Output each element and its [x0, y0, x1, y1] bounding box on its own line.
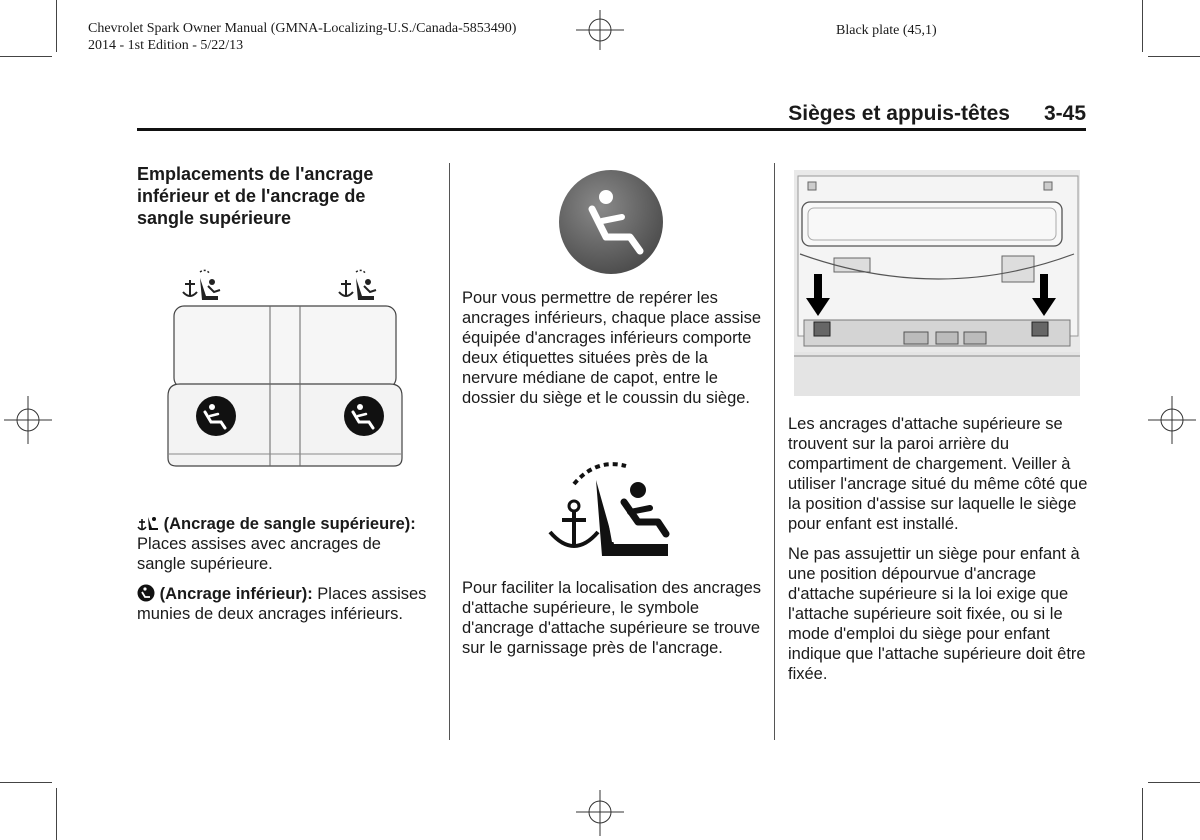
- cargo-wall-anchor-photo: [794, 170, 1080, 396]
- top-tether-label: (Ancrage de sangle supérieure):: [163, 515, 416, 533]
- rear-seat-illustration: [160, 268, 410, 474]
- page-number: 3-45: [1043, 102, 1086, 125]
- crop-mark: [56, 0, 57, 52]
- edition-line: 2014 - 1st Edition - 5/22/13: [88, 38, 244, 53]
- title-rule: [137, 128, 1086, 131]
- column-divider: [449, 163, 450, 740]
- print-header-left: [88, 20, 516, 54]
- lower-anchor-legend-item: [137, 584, 427, 624]
- top-tether-symbol-icon: [183, 270, 220, 300]
- crop-mark: [1148, 56, 1200, 57]
- crop-mark: [56, 788, 57, 840]
- registration-mark-icon: [4, 396, 52, 444]
- crop-mark: [0, 56, 52, 57]
- registration-mark-icon: [1148, 396, 1196, 444]
- top-tether-legend-item: [137, 514, 427, 574]
- crop-mark: [1148, 782, 1200, 783]
- column1-legend: [137, 514, 427, 634]
- registration-mark-icon: [576, 10, 624, 50]
- crop-mark: [0, 782, 52, 783]
- lower-anchor-label-icon: [556, 167, 666, 277]
- lower-anchor-label: (Ancrage inférieur):: [159, 585, 313, 603]
- column3-text: [788, 414, 1088, 694]
- lower-anchor-symbol-icon: [196, 396, 236, 436]
- manual-title-line: Chevrolet Spark Owner Manual (GMNA-Localizing-U.S./Canada-5853490): [88, 21, 517, 36]
- lower-anchor-symbol-icon: [344, 396, 384, 436]
- lower-anchor-small-icon: [137, 584, 155, 602]
- top-tether-description: Places assises avec ancrages de sangle supérieure.: [137, 535, 381, 573]
- crop-mark: [1142, 0, 1143, 52]
- plate-label: Black plate (45,1): [836, 23, 937, 38]
- registration-mark-icon: [576, 790, 624, 836]
- column-divider: [774, 163, 775, 740]
- tether-location-paragraph: Les ancrages d'attache supérieure se trouvent sur la paroi arrière du compartiment de chargement. Veiller à utiliser l'ancrage situé du même côté que la position d'assise sur laquelle le siège pour enfant est installé.: [788, 415, 1088, 533]
- crop-mark: [1142, 788, 1143, 840]
- top-tether-anchor-symbol-icon: [546, 460, 678, 556]
- anchor-locations-heading: Emplacements de l'ancrage inférieur et de l'ancrage de sangle supérieure: [137, 164, 374, 228]
- top-tether-symbol-icon: [339, 270, 376, 300]
- lower-anchor-description: Places assises munies de deux ancrages inférieurs.: [137, 585, 427, 623]
- section-title: Sièges et appuis-têtes: [788, 102, 1010, 125]
- lower-anchor-paragraph: Pour vous permettre de repérer les ancrages inférieurs, chaque place assise équipée d'ancrages inférieurs comporte deux étiquettes situées près de la nervure médiane de capot, entre le dossier du siège et le coussin du siège.: [462, 289, 762, 407]
- top-tether-symbol-paragraph: Pour faciliter la localisation des ancrages d'attache supérieure, le symbole d'ancrage d'attache supérieure se trouve sur le garnissage près de l'ancrage.: [462, 579, 761, 657]
- tether-warning-paragraph: Ne pas assujettir un siège pour enfant à une position dépourvue d'ancrage d'attache supérieure si la loi exige que l'attache supérieure soit fixée, ou si le mode d'emploi du siège pour enfant indique que l'attache supérieure doit être fixée.: [788, 545, 1086, 683]
- top-tether-small-icon: [137, 514, 159, 532]
